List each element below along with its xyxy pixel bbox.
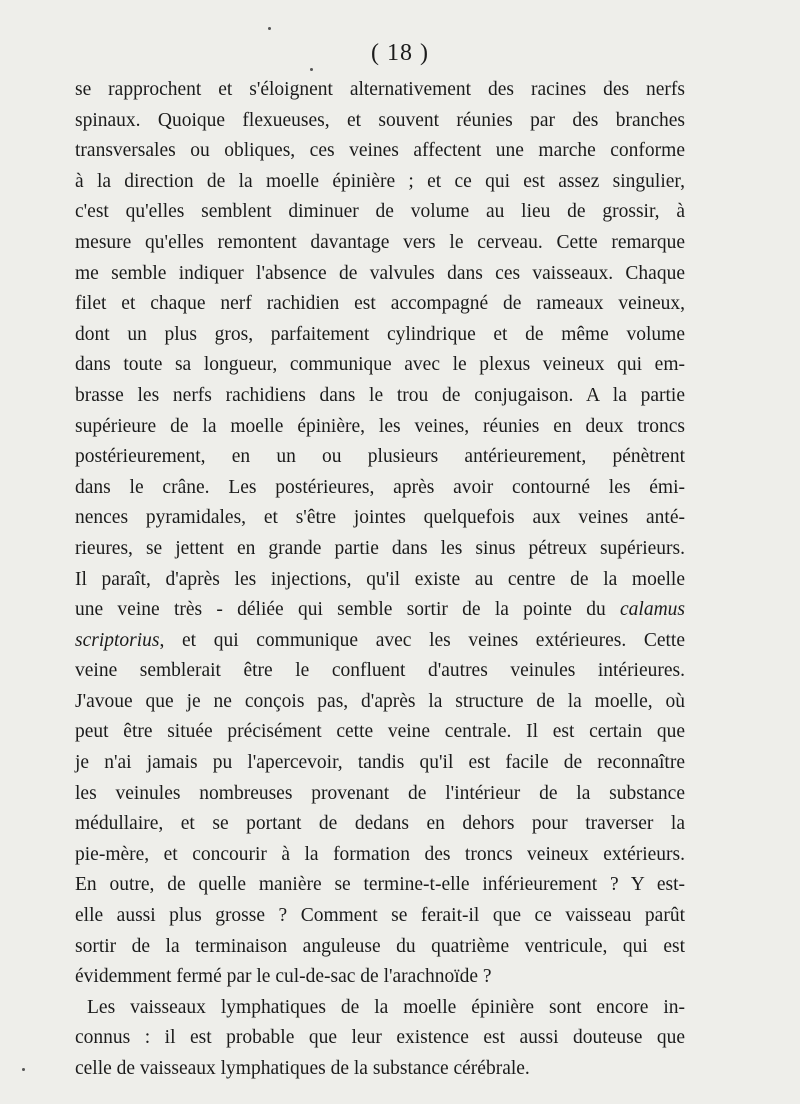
text-line: veine semblerait être le confluent d'autres veinules intérieures. [75, 660, 685, 682]
text-line: J'avoue que je ne conçois pas, d'après la structure de la moelle, où [75, 690, 685, 712]
text-line: rieures, se jettent en grande partie dans les sinus pétreux supérieurs. [75, 537, 685, 559]
text-line: dont un plus gros, parfaitement cylindrique et de même volume [75, 323, 685, 345]
paper-speck [268, 27, 271, 30]
text-line: dans le crâne. Les postérieures, après avoir contourné les émi- [75, 476, 685, 498]
text-line: postérieurement, en un ou plusieurs antérieurement, pénètrent [75, 446, 685, 468]
text-line: supérieure de la moelle épinière, les veines, réunies en deux troncs [75, 415, 685, 437]
text-line: évidemment fermé par le cul-de-sac de l'arachnoïde ? [75, 966, 492, 988]
page-number: ( 18 ) [371, 40, 429, 66]
text-line: spinaux. Quoique flexueuses, et souvent réunies par des branches [75, 109, 685, 131]
text-line: médullaire, et se portant de dedans en dehors pour traverser la [75, 813, 685, 835]
paragraph-start-line: Les vaisseaux lymphatiques de la moelle épinière sont encore in- [87, 996, 685, 1018]
text-line: se rapprochent et s'éloignent alternativement des racines des nerfs [75, 79, 685, 100]
italic-term: calamus [620, 599, 685, 621]
text-line: mesure qu'elles remontent davantage vers le cerveau. Cette remarque [75, 231, 685, 253]
text-line: transversales ou obliques, ces veines affectent une marche conforme [75, 140, 685, 162]
text-line: brasse les nerfs rachidiens dans le trou de conjugaison. A la partie [75, 384, 685, 406]
text-line: peut être située précisément cette veine centrale. Il est certain que [75, 721, 685, 743]
text-line: filet et chaque nerf rachidien est accompagné de rameaux veineux, [75, 293, 685, 315]
text-line-with-italic: scriptorius, et qui communique avec les veines extérieures. Cette [75, 629, 685, 651]
paper-speck [22, 1068, 25, 1071]
text-line: sortir de la terminaison anguleuse du quatrième ventricule, qui est [75, 935, 685, 957]
text-line: c'est qu'elles semblent diminuer de volume au lieu de grossir, à [75, 201, 685, 223]
text-line-with-italic: une veine très - déliée qui semble sortir de la pointe du calamus [75, 599, 685, 621]
text-line: à la direction de la moelle épinière ; et ce qui est assez singulier, [75, 170, 685, 192]
text-line: pie-mère, et concourir à la formation des troncs veineux extérieurs. [75, 843, 685, 865]
text-line: celle de vaisseaux lymphatiques de la substance cérébrale. [75, 1058, 530, 1079]
text-line: nences pyramidales, et s'être jointes quelquefois aux veines anté- [75, 507, 685, 529]
text-line: Il paraît, d'après les injections, qu'il existe au centre de la moelle [75, 568, 685, 590]
italic-term: scriptorius [75, 629, 160, 651]
body-text [75, 75, 685, 1085]
paper-speck [310, 68, 313, 71]
text-line: connus : il est probable que leur existence est aussi douteuse que [75, 1027, 685, 1049]
text-line: me semble indiquer l'absence de valvules dans ces vaisseaux. Chaque [75, 262, 685, 284]
text-line: elle aussi plus grosse ? Comment se ferait-il que ce vaisseau parût [75, 905, 685, 927]
text-line: dans toute sa longueur, communique avec le plexus veineux qui em- [75, 354, 685, 376]
text-line: En outre, de quelle manière se termine-t-elle inférieurement ? Y est- [75, 874, 685, 896]
text-line: les veinules nombreuses provenant de l'intérieur de la substance [75, 782, 685, 804]
text-line: je n'ai jamais pu l'apercevoir, tandis qu'il est facile de reconnaître [75, 752, 685, 774]
